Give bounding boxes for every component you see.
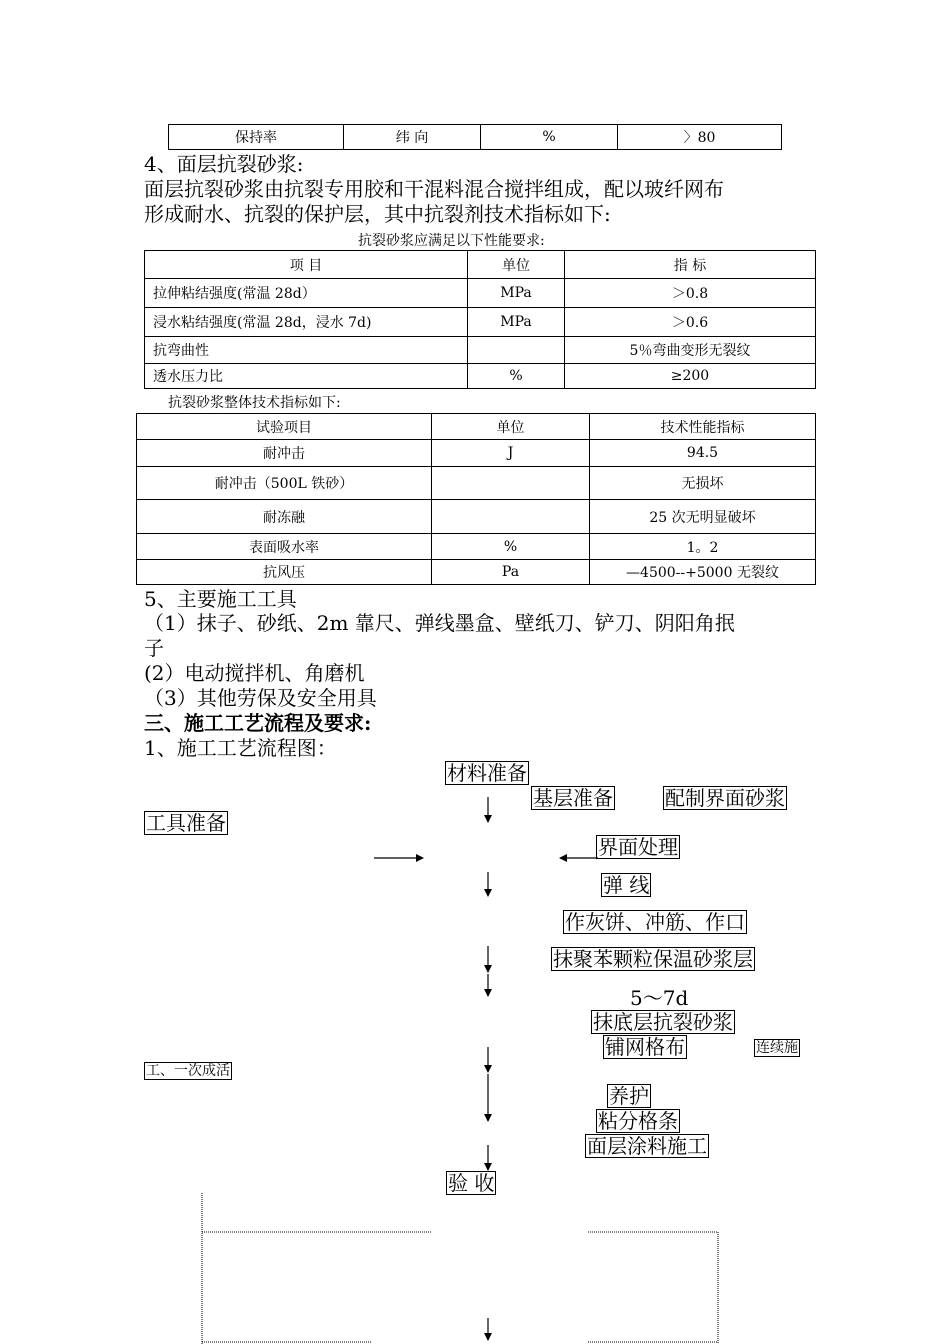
table-header-cell: 项 目 xyxy=(145,251,468,279)
flow-step-base: 基层准备 xyxy=(533,786,613,810)
flow-step-materials: 材料准备 xyxy=(447,761,527,785)
table-cell: 94.5 xyxy=(590,440,816,467)
flow-step-mortar: 配制界面砂浆 xyxy=(665,786,785,810)
flow-step-snap-line: 弹 线 xyxy=(603,873,650,897)
table-cell: 耐冻融 xyxy=(137,500,432,534)
table-cell: 5％弯曲变形无裂纹 xyxy=(565,337,816,364)
table-cell: 浸水粘结强度(常温 28d，浸水 7d) xyxy=(145,308,468,337)
table-cell: ＞0.6 xyxy=(565,308,816,337)
tools-item: （3）其他劳保及安全用具 xyxy=(144,686,377,710)
section-4-paragraph-line: 形成耐水、抗裂的保护层，其中抗裂剂技术指标如下: xyxy=(144,202,611,226)
table-cell: Pa xyxy=(432,560,590,585)
flow-step-base-crack: 抹底层抗裂砂浆 xyxy=(593,1010,733,1034)
table-cell: 抗弯曲性 xyxy=(145,337,468,364)
table-1-caption: 抗裂砂浆应满足以下性能要求: xyxy=(358,233,545,249)
table-header-cell: 指 标 xyxy=(565,251,816,279)
flow-step-eps: 抹聚苯颗粒保温砂浆层 xyxy=(553,947,753,971)
table-header-cell: 试验项目 xyxy=(137,414,432,440)
table-header-cell: 单位 xyxy=(468,251,565,279)
table-cell: MPa xyxy=(468,279,565,308)
table-cell: ＞0.8 xyxy=(565,279,816,308)
section-4-heading: 4、面层抗裂砂浆: xyxy=(144,152,304,176)
table-cell: 25 次无明显破坏 xyxy=(590,500,816,534)
flow-step-coating: 面层涂料施工 xyxy=(587,1134,707,1158)
retention-cell: 〉80 xyxy=(618,125,782,150)
flow-note-once: 工、一次成活 xyxy=(146,1063,230,1079)
flow-step-accept: 验 收 xyxy=(448,1171,495,1195)
table-cell: 无损坏 xyxy=(590,467,816,500)
table-cell: —4500--+5000 无裂纹 xyxy=(590,560,816,585)
flow-step-cure: 养护 xyxy=(609,1084,649,1108)
flow-note-continuous: 连续施 xyxy=(756,1040,798,1056)
table-cell: 透水压力比 xyxy=(145,364,468,389)
tools-item: (2）电动搅拌机、角磨机 xyxy=(144,661,365,685)
table-cell: 抗风压 xyxy=(137,560,432,585)
table-2-caption: 抗裂砂浆整体技术指标如下: xyxy=(168,395,341,411)
tools-item: （1）抹子、砂纸、2m 靠尺、弹线墨盒、壁纸刀、铲刀、阴阳角抿 xyxy=(144,611,735,635)
table-cell: % xyxy=(432,534,590,560)
table-cell: 表面吸水率 xyxy=(137,534,432,560)
table-cell: ≥200 xyxy=(565,364,816,389)
section-3-heading: 三、施工工艺流程及要求: xyxy=(144,711,372,735)
table-cell: MPa xyxy=(468,308,565,337)
flow-step-strip: 粘分格条 xyxy=(598,1109,678,1133)
table-cell: 耐冲击（500L 铁砂） xyxy=(137,467,432,500)
retention-cell: % xyxy=(481,125,618,150)
tools-item: 子 xyxy=(144,636,164,660)
section-5-heading: 5、主要施工工具 xyxy=(144,587,297,611)
table-header-cell: 技术性能指标 xyxy=(590,414,816,440)
table-header-cell: 单位 xyxy=(432,414,590,440)
flow-step-mesh: 铺网格布 xyxy=(605,1035,685,1059)
table-cell: 1。2 xyxy=(590,534,816,560)
table-cell: % xyxy=(468,364,565,389)
flow-step-cakes: 作灰饼、冲筋、作口 xyxy=(565,910,745,934)
flow-step-tools: 工具准备 xyxy=(146,811,226,835)
table-cell: 耐冲击 xyxy=(137,440,432,467)
flow-interval-label: 5～7d xyxy=(630,986,689,1010)
retention-cell: 保持率 xyxy=(169,125,344,150)
flow-step-interface: 界面处理 xyxy=(598,835,678,859)
section-4-paragraph-line: 面层抗裂砂浆由抗裂专用胶和干混料混合搅拌组成，配以玻纤网布 xyxy=(144,177,724,201)
table-cell: J xyxy=(432,440,590,467)
flow-heading: 1、施工工艺流程图： xyxy=(144,736,337,760)
retention-cell: 纬 向 xyxy=(344,125,481,150)
table-cell: 拉伸粘结强度(常温 28d） xyxy=(145,279,468,308)
